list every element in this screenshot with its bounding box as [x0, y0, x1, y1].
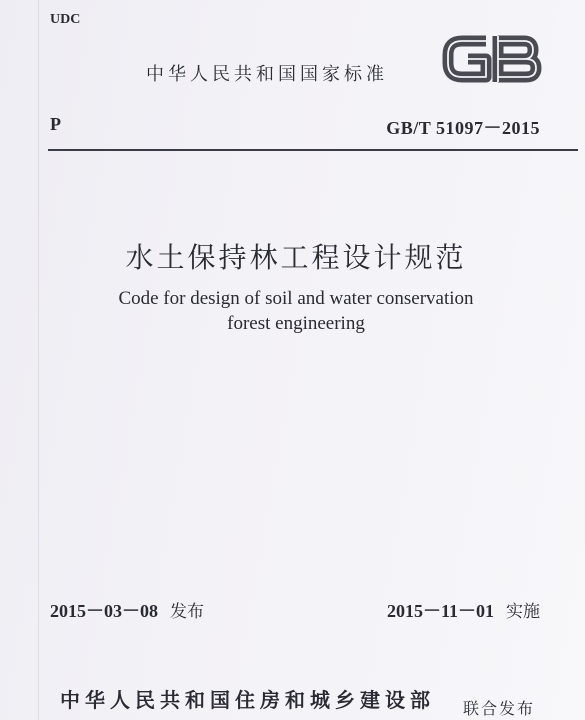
- issue-date: 2015－03－08: [50, 601, 158, 621]
- standard-number: GB/T 51097－2015: [386, 118, 540, 138]
- document-title-en-line1: Code for design of soil and water conservation: [118, 288, 474, 309]
- udc-label: UDC: [50, 12, 81, 27]
- publisher-name: 中华人民共和国住房和城乡建设部: [60, 688, 435, 712]
- header-rule: [48, 149, 578, 151]
- document-title-en: [76, 286, 516, 336]
- joint-issue-label: 联合发布: [463, 699, 536, 718]
- implement-date-block: [387, 597, 540, 623]
- implement-date: 2015－11－01: [386, 601, 494, 621]
- issue-label: 发布: [170, 602, 204, 622]
- document-title-zh: 水土保持林工程设计规范: [125, 241, 467, 274]
- spine-crease: [38, 0, 39, 720]
- gb-logo-icon: [440, 30, 544, 88]
- issue-date-block: [50, 597, 204, 623]
- standard-type-heading: 中华人民共和国国家标准: [146, 64, 388, 85]
- implement-label: 实施: [506, 602, 540, 622]
- document-title-en-line2: forest engineering: [227, 313, 365, 334]
- classification-code: P: [50, 114, 61, 134]
